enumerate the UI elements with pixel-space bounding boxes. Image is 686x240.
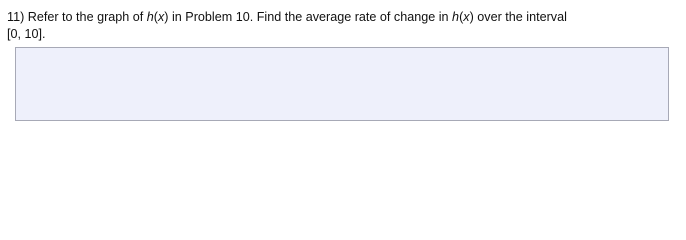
variable-x: x (158, 10, 165, 24)
paren-close-2: ) (469, 10, 474, 24)
interval-text: [0, 10]. (7, 27, 46, 41)
question-middle: in Problem 10. Find the average rate of change in (168, 10, 453, 24)
paren-close: ) (164, 10, 169, 24)
function-name-h-2: h (452, 10, 460, 24)
question-end: over the interval (473, 10, 567, 24)
answer-field[interactable] (15, 47, 669, 121)
function-name-h: h (146, 10, 154, 24)
paren-open: ( (153, 10, 158, 24)
question-prefix: 11) Refer to the graph of (7, 10, 147, 24)
variable-x-2: x (463, 10, 470, 24)
question-text (7, 9, 667, 43)
paren-open-2: ( (459, 10, 464, 24)
